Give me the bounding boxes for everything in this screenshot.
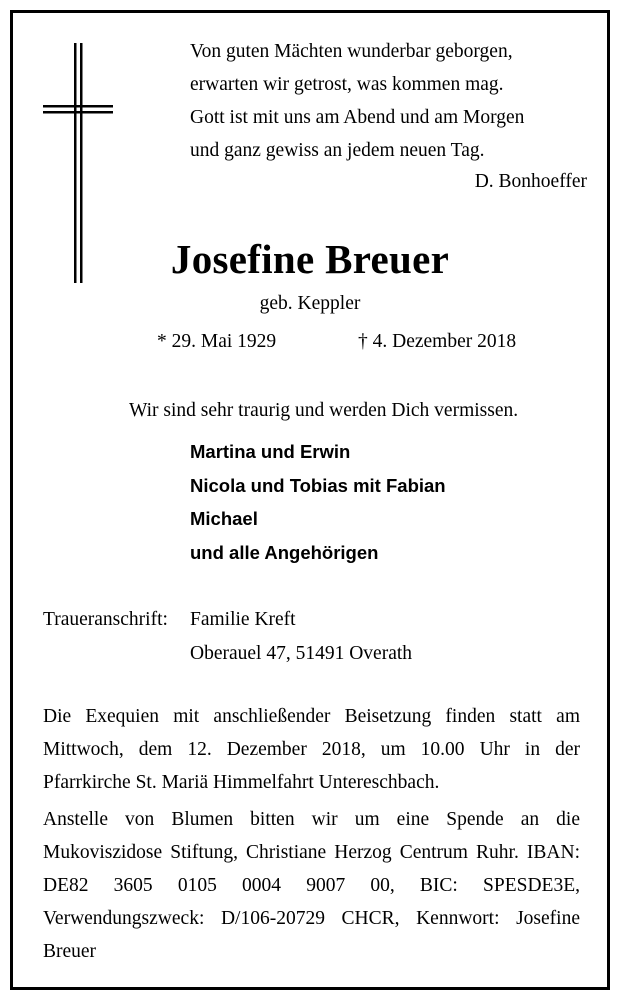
poem-line: Gott ist mit uns am Abend und am Morgen — [190, 107, 525, 128]
poem-line: Von guten Mächten wunderbar geborgen, — [190, 41, 513, 62]
family-list — [190, 435, 446, 569]
deceased-name: Josefine Breuer — [170, 236, 450, 282]
family-member: Nicola und Tobias mit Fabian — [190, 474, 446, 496]
bonhoeffer-poem — [190, 35, 590, 167]
birth-name: geb. Keppler — [259, 293, 361, 314]
poem-line: erwarten wir getrost, was kommen mag. — [190, 74, 504, 95]
birth-date: * 29. Mai 1929 — [157, 331, 277, 352]
address-street: Oberauel 47, 51491 Overath — [190, 643, 413, 664]
family-member: und alle Angehörigen — [190, 541, 379, 563]
death-date: † 4. Dezember 2018 — [358, 331, 517, 352]
poem-author: D. Bonhoeffer — [474, 171, 587, 192]
funeral-paragraph: Die Exequien mit anschließender Beisetzung finden statt am Mittwoch, dem 12. Dezember 2018, um 10.00 Uhr in der Pfarrkirche St. Mariä Himmelfahrt Untereschbach. — [43, 706, 580, 793]
mourning-text: Wir sind sehr traurig und werden Dich vermissen. — [129, 400, 519, 421]
poem-line: und ganz gewiss an jedem neuen Tag. — [190, 140, 485, 161]
obituary-notice — [10, 10, 610, 990]
address-name: Familie Kreft — [190, 609, 296, 630]
donation-paragraph: Anstelle von Blumen bitten wir um eine Spende an die Mukoviszidose Stiftung, Christiane Herzog Centrum Ruhr. IBAN: DE82 3605 0105 0004 9007 00, BIC: SPESDE3E, Verwendungszweck: D/106-20729 CHCR, Kennwort: Josefine Breuer — [43, 809, 580, 962]
family-member: Michael — [190, 508, 258, 529]
family-member: Martina und Erwin — [190, 441, 351, 462]
address-label: Traueranschrift: — [43, 609, 168, 630]
